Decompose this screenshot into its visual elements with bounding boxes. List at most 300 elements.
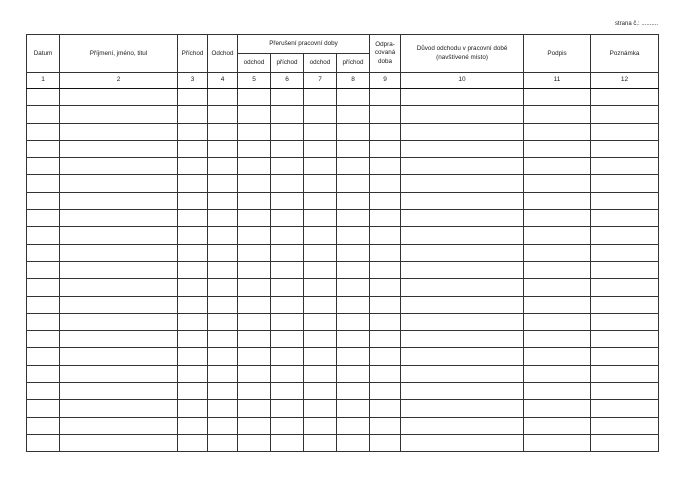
table-cell[interactable]: [178, 158, 208, 175]
header-odpracovana: [370, 35, 401, 73]
header-duvod-line-2: (navštívené místo): [436, 53, 488, 61]
table-cell[interactable]: [591, 365, 659, 382]
column-number: 3: [178, 73, 208, 89]
table-cell[interactable]: [524, 244, 591, 261]
table-cell[interactable]: [271, 434, 304, 451]
table-cell[interactable]: [401, 365, 524, 382]
table-cell[interactable]: [271, 140, 304, 157]
table-cell[interactable]: [337, 210, 370, 227]
table-cell[interactable]: [337, 348, 370, 365]
table-row: [27, 106, 659, 123]
subheader-odchod-2: odchod: [304, 54, 337, 73]
table-cell[interactable]: [208, 331, 238, 348]
table-cell[interactable]: [591, 279, 659, 296]
header-prichod: Příchod: [178, 35, 208, 73]
table-cell[interactable]: [304, 417, 337, 434]
table-cell[interactable]: [337, 106, 370, 123]
table-cell[interactable]: [271, 261, 304, 278]
table-cell[interactable]: [304, 192, 337, 209]
table-cell[interactable]: [238, 158, 271, 175]
table-cell[interactable]: [401, 417, 524, 434]
table-cell[interactable]: [401, 227, 524, 244]
table-cell[interactable]: [370, 261, 401, 278]
table-cell[interactable]: [178, 383, 208, 400]
table-cell[interactable]: [238, 227, 271, 244]
table-cell[interactable]: [524, 348, 591, 365]
table-cell[interactable]: [370, 140, 401, 157]
table-row: [27, 261, 659, 278]
table-cell[interactable]: [208, 140, 238, 157]
table-cell[interactable]: [271, 210, 304, 227]
table-cell[interactable]: [27, 123, 60, 140]
table-row: [27, 244, 659, 261]
table-cell[interactable]: [524, 261, 591, 278]
table-cell[interactable]: [524, 106, 591, 123]
table-cell[interactable]: [524, 192, 591, 209]
table-cell[interactable]: [370, 158, 401, 175]
table-cell[interactable]: [238, 279, 271, 296]
table-cell[interactable]: [401, 434, 524, 451]
table-cell[interactable]: [370, 365, 401, 382]
table-cell[interactable]: [208, 261, 238, 278]
table-cell[interactable]: [238, 348, 271, 365]
table-cell[interactable]: [591, 192, 659, 209]
table-cell[interactable]: [591, 210, 659, 227]
table-cell[interactable]: [401, 192, 524, 209]
table-cell[interactable]: [60, 158, 178, 175]
table-cell[interactable]: [370, 296, 401, 313]
table-cell[interactable]: [591, 383, 659, 400]
table-cell[interactable]: [591, 400, 659, 417]
table-cell[interactable]: [178, 227, 208, 244]
table-cell[interactable]: [238, 123, 271, 140]
table-cell[interactable]: [208, 348, 238, 365]
table-cell[interactable]: [238, 417, 271, 434]
table-cell[interactable]: [238, 175, 271, 192]
table-cell[interactable]: [238, 313, 271, 330]
table-cell[interactable]: [60, 279, 178, 296]
table-cell[interactable]: [401, 400, 524, 417]
table-cell[interactable]: [524, 313, 591, 330]
header-row: [27, 35, 659, 54]
table-cell[interactable]: [524, 175, 591, 192]
table-cell[interactable]: [238, 383, 271, 400]
table-cell[interactable]: [524, 279, 591, 296]
table-cell[interactable]: [60, 227, 178, 244]
table-cell[interactable]: [27, 261, 60, 278]
column-number: 6: [271, 73, 304, 89]
table-cell[interactable]: [60, 261, 178, 278]
column-number: 10: [401, 73, 524, 89]
table-cell[interactable]: [208, 106, 238, 123]
table-cell[interactable]: [208, 210, 238, 227]
table-cell[interactable]: [370, 434, 401, 451]
table-cell[interactable]: [304, 244, 337, 261]
table-cell[interactable]: [337, 417, 370, 434]
table-cell[interactable]: [304, 434, 337, 451]
table-cell[interactable]: [304, 365, 337, 382]
table-cell[interactable]: [60, 313, 178, 330]
table-cell[interactable]: [304, 383, 337, 400]
table-cell[interactable]: [524, 123, 591, 140]
table-cell[interactable]: [337, 140, 370, 157]
table-cell[interactable]: [178, 365, 208, 382]
table-row: [27, 227, 659, 244]
table-cell[interactable]: [524, 383, 591, 400]
table-cell[interactable]: [238, 261, 271, 278]
column-number-row: [27, 73, 659, 89]
table-cell[interactable]: [591, 175, 659, 192]
table-cell[interactable]: [337, 192, 370, 209]
table-cell[interactable]: [271, 175, 304, 192]
table-cell[interactable]: [178, 123, 208, 140]
table-cell[interactable]: [401, 89, 524, 106]
table-cell[interactable]: [208, 400, 238, 417]
table-cell[interactable]: [304, 106, 337, 123]
subheader-prichod-1: příchod: [271, 54, 304, 73]
table-cell[interactable]: [27, 106, 60, 123]
table-cell[interactable]: [178, 140, 208, 157]
table-cell[interactable]: [370, 192, 401, 209]
table-cell[interactable]: [370, 400, 401, 417]
table-cell[interactable]: [591, 296, 659, 313]
table-cell[interactable]: [370, 279, 401, 296]
table-cell[interactable]: [27, 227, 60, 244]
table-cell[interactable]: [524, 140, 591, 157]
table-cell[interactable]: [337, 261, 370, 278]
table-cell[interactable]: [271, 417, 304, 434]
table-cell[interactable]: [591, 331, 659, 348]
table-cell[interactable]: [27, 296, 60, 313]
header-odpracovana-line-3: doba: [378, 57, 393, 65]
page-number-label: strana č.: ..........: [614, 21, 658, 27]
header-odpracovana-line-2: covaná: [374, 49, 396, 57]
table-cell[interactable]: [208, 383, 238, 400]
attendance-table: [26, 34, 659, 452]
table-cell[interactable]: [591, 261, 659, 278]
table-row: [27, 175, 659, 192]
table-cell[interactable]: [591, 348, 659, 365]
table-cell[interactable]: [60, 244, 178, 261]
table-cell[interactable]: [60, 89, 178, 106]
table-cell[interactable]: [238, 296, 271, 313]
table-cell[interactable]: [178, 261, 208, 278]
table-cell[interactable]: [401, 244, 524, 261]
table-cell[interactable]: [304, 158, 337, 175]
table-cell[interactable]: [337, 383, 370, 400]
table-cell[interactable]: [304, 227, 337, 244]
table-cell[interactable]: [60, 434, 178, 451]
table-cell[interactable]: [208, 417, 238, 434]
table-cell[interactable]: [524, 434, 591, 451]
table-cell[interactable]: [591, 227, 659, 244]
table-cell[interactable]: [27, 400, 60, 417]
table-cell[interactable]: [370, 348, 401, 365]
table-cell[interactable]: [60, 140, 178, 157]
table-cell[interactable]: [178, 313, 208, 330]
table-cell[interactable]: [208, 296, 238, 313]
table-cell[interactable]: [304, 400, 337, 417]
table-cell[interactable]: [271, 227, 304, 244]
table-cell[interactable]: [27, 417, 60, 434]
table-cell[interactable]: [208, 175, 238, 192]
table-cell[interactable]: [238, 106, 271, 123]
table-cell[interactable]: [60, 383, 178, 400]
table-cell[interactable]: [401, 313, 524, 330]
table-cell[interactable]: [337, 158, 370, 175]
table-cell[interactable]: [401, 261, 524, 278]
table-row: [27, 400, 659, 417]
column-number: 8: [337, 73, 370, 89]
table-cell[interactable]: [524, 331, 591, 348]
table-cell[interactable]: [337, 296, 370, 313]
table-cell[interactable]: [370, 175, 401, 192]
table-cell[interactable]: [524, 296, 591, 313]
table-row: [27, 417, 659, 434]
table-cell[interactable]: [591, 244, 659, 261]
table-cell[interactable]: [208, 279, 238, 296]
table-cell[interactable]: [524, 227, 591, 244]
table-cell[interactable]: [60, 400, 178, 417]
table-cell[interactable]: [178, 417, 208, 434]
table-cell[interactable]: [271, 348, 304, 365]
column-number: 1: [27, 73, 60, 89]
table-cell[interactable]: [370, 123, 401, 140]
table-cell[interactable]: [591, 417, 659, 434]
table-cell[interactable]: [60, 296, 178, 313]
table-cell[interactable]: [60, 365, 178, 382]
table-cell[interactable]: [178, 400, 208, 417]
table-cell[interactable]: [178, 279, 208, 296]
table-cell[interactable]: [370, 210, 401, 227]
table-cell[interactable]: [304, 331, 337, 348]
table-cell[interactable]: [178, 331, 208, 348]
table-cell[interactable]: [591, 158, 659, 175]
table-cell[interactable]: [401, 140, 524, 157]
table-cell[interactable]: [178, 348, 208, 365]
table-cell[interactable]: [401, 175, 524, 192]
table-cell[interactable]: [337, 434, 370, 451]
table-cell[interactable]: [337, 331, 370, 348]
table-cell[interactable]: [304, 89, 337, 106]
table-cell[interactable]: [60, 417, 178, 434]
table-cell[interactable]: [304, 348, 337, 365]
table-cell[interactable]: [304, 279, 337, 296]
table-cell[interactable]: [60, 192, 178, 209]
table-cell[interactable]: [524, 210, 591, 227]
table-cell[interactable]: [208, 192, 238, 209]
table-cell[interactable]: [271, 244, 304, 261]
table-row: [27, 434, 659, 451]
table-cell[interactable]: [27, 158, 60, 175]
table-cell[interactable]: [271, 331, 304, 348]
table-cell[interactable]: [304, 261, 337, 278]
table-cell[interactable]: [27, 175, 60, 192]
table-cell[interactable]: [60, 348, 178, 365]
table-cell[interactable]: [60, 331, 178, 348]
table-cell[interactable]: [208, 227, 238, 244]
table-cell[interactable]: [238, 89, 271, 106]
table-cell[interactable]: [401, 296, 524, 313]
table-cell[interactable]: [271, 106, 304, 123]
table-cell[interactable]: [401, 123, 524, 140]
table-cell[interactable]: [337, 227, 370, 244]
table-cell[interactable]: [370, 227, 401, 244]
table-cell[interactable]: [178, 106, 208, 123]
table-cell[interactable]: [27, 244, 60, 261]
table-cell[interactable]: [27, 192, 60, 209]
table-row: [27, 365, 659, 382]
table-cell[interactable]: [304, 140, 337, 157]
table-cell[interactable]: [401, 348, 524, 365]
table-cell[interactable]: [238, 192, 271, 209]
table-cell[interactable]: [27, 89, 60, 106]
table-cell[interactable]: [337, 123, 370, 140]
header-odpracovana-line-1: Odpra-: [375, 40, 395, 48]
table-cell[interactable]: [27, 279, 60, 296]
column-number: 5: [238, 73, 271, 89]
table-row: [27, 383, 659, 400]
table-row: [27, 192, 659, 209]
table-cell[interactable]: [304, 123, 337, 140]
table-cell[interactable]: [304, 210, 337, 227]
header-preruseni: Přerušení pracovní doby: [238, 35, 370, 54]
table-cell[interactable]: [178, 89, 208, 106]
table-cell[interactable]: [524, 400, 591, 417]
table-cell[interactable]: [238, 365, 271, 382]
table-cell[interactable]: [178, 244, 208, 261]
table-cell[interactable]: [271, 89, 304, 106]
table-cell[interactable]: [60, 123, 178, 140]
table-cell[interactable]: [271, 158, 304, 175]
table-cell[interactable]: [238, 244, 271, 261]
table-cell[interactable]: [27, 348, 60, 365]
table-cell[interactable]: [591, 313, 659, 330]
table-cell[interactable]: [208, 244, 238, 261]
table-row: [27, 348, 659, 365]
table-cell[interactable]: [337, 365, 370, 382]
table-cell[interactable]: [60, 106, 178, 123]
table-row: [27, 279, 659, 296]
table-cell[interactable]: [271, 279, 304, 296]
table-row: [27, 296, 659, 313]
table-cell[interactable]: [524, 89, 591, 106]
table-cell[interactable]: [27, 331, 60, 348]
table-cell[interactable]: [208, 365, 238, 382]
table-cell[interactable]: [178, 175, 208, 192]
table-cell[interactable]: [178, 192, 208, 209]
table-cell[interactable]: [271, 365, 304, 382]
subheader-prichod-2: příchod: [337, 54, 370, 73]
table-cell[interactable]: [337, 244, 370, 261]
table-cell[interactable]: [401, 210, 524, 227]
table-cell[interactable]: [591, 123, 659, 140]
table-cell[interactable]: [27, 383, 60, 400]
table-cell[interactable]: [591, 434, 659, 451]
table-cell[interactable]: [238, 434, 271, 451]
header-duvod-line-1: Důvod odchodu v pracovní době: [416, 45, 508, 52]
table-cell[interactable]: [27, 365, 60, 382]
table-cell[interactable]: [238, 400, 271, 417]
table-cell[interactable]: [271, 123, 304, 140]
table-cell[interactable]: [370, 313, 401, 330]
table-cell[interactable]: [271, 313, 304, 330]
table-cell[interactable]: [208, 89, 238, 106]
table-cell[interactable]: [370, 331, 401, 348]
table-cell[interactable]: [271, 383, 304, 400]
table-cell[interactable]: [370, 89, 401, 106]
table-cell[interactable]: [591, 140, 659, 157]
table-cell[interactable]: [370, 106, 401, 123]
table-cell[interactable]: [178, 296, 208, 313]
table-cell[interactable]: [178, 210, 208, 227]
table-cell[interactable]: [337, 279, 370, 296]
table-cell[interactable]: [337, 400, 370, 417]
table-cell[interactable]: [524, 158, 591, 175]
header-podpis: Podpis: [524, 35, 591, 73]
table-row: [27, 313, 659, 330]
column-number: 2: [60, 73, 178, 89]
header-datum: Datum: [27, 35, 60, 73]
table-cell[interactable]: [591, 89, 659, 106]
table-cell[interactable]: [401, 279, 524, 296]
table-cell[interactable]: [27, 434, 60, 451]
table-cell[interactable]: [524, 417, 591, 434]
table-cell[interactable]: [271, 400, 304, 417]
table-cell[interactable]: [337, 175, 370, 192]
table-cell[interactable]: [27, 313, 60, 330]
table-cell[interactable]: [271, 192, 304, 209]
table-cell[interactable]: [401, 331, 524, 348]
table-cell[interactable]: [208, 123, 238, 140]
subheader-odchod-1: odchod: [238, 54, 271, 73]
table-cell[interactable]: [178, 434, 208, 451]
table-cell[interactable]: [401, 383, 524, 400]
table-cell[interactable]: [27, 210, 60, 227]
table-row: [27, 123, 659, 140]
table-cell[interactable]: [304, 313, 337, 330]
table-cell[interactable]: [271, 296, 304, 313]
table-cell[interactable]: [370, 417, 401, 434]
table-cell[interactable]: [238, 210, 271, 227]
table-cell[interactable]: [208, 434, 238, 451]
table-row: [27, 210, 659, 227]
table-cell[interactable]: [60, 175, 178, 192]
table-cell[interactable]: [524, 365, 591, 382]
table-cell[interactable]: [401, 158, 524, 175]
table-cell[interactable]: [238, 331, 271, 348]
table-cell[interactable]: [208, 158, 238, 175]
table-cell[interactable]: [238, 140, 271, 157]
table-cell[interactable]: [60, 210, 178, 227]
table-cell[interactable]: [337, 313, 370, 330]
table-row: [27, 158, 659, 175]
table-cell[interactable]: [401, 106, 524, 123]
table-cell[interactable]: [337, 89, 370, 106]
table-cell[interactable]: [304, 296, 337, 313]
table-cell[interactable]: [591, 106, 659, 123]
table-row: [27, 140, 659, 157]
header-poznamka: Poznámka: [591, 35, 659, 73]
column-number: 7: [304, 73, 337, 89]
table-cell[interactable]: [370, 383, 401, 400]
header-duvod: [401, 35, 524, 73]
table-cell[interactable]: [370, 244, 401, 261]
table-cell[interactable]: [27, 140, 60, 157]
column-number: 12: [591, 73, 659, 89]
table-cell[interactable]: [304, 175, 337, 192]
table-cell[interactable]: [208, 313, 238, 330]
